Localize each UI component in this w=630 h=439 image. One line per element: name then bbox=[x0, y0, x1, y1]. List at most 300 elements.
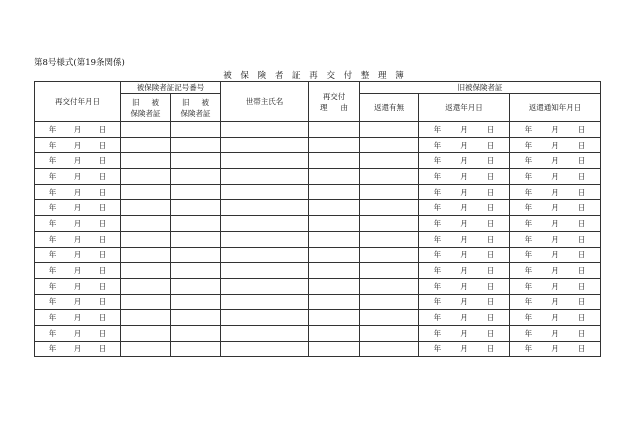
day-label: 日 bbox=[486, 140, 495, 150]
day-label: 日 bbox=[98, 344, 107, 354]
cell-householder-name bbox=[221, 169, 309, 185]
month-label: 月 bbox=[73, 234, 82, 244]
year-label: 年 bbox=[48, 203, 57, 213]
month-label: 月 bbox=[551, 234, 559, 244]
month-label: 月 bbox=[73, 124, 82, 134]
month-label: 月 bbox=[551, 156, 559, 166]
year-label: 年 bbox=[524, 328, 533, 338]
return-date-parts bbox=[419, 249, 509, 260]
day-label: 日 bbox=[486, 234, 495, 244]
month-label: 月 bbox=[73, 203, 82, 213]
cell-returned bbox=[360, 153, 419, 169]
cell-return-notice-date bbox=[510, 184, 601, 200]
month-label: 月 bbox=[73, 266, 82, 276]
return-notice-date-parts bbox=[510, 171, 600, 182]
year-label: 年 bbox=[433, 187, 442, 197]
cell-returned bbox=[360, 231, 419, 247]
return-notice-date-parts bbox=[510, 218, 600, 229]
day-label: 日 bbox=[98, 328, 107, 338]
month-label: 月 bbox=[73, 171, 82, 181]
cell-householder-name bbox=[221, 294, 309, 310]
cell-returned bbox=[360, 122, 419, 138]
ledger-row bbox=[35, 137, 601, 153]
cell-old-cert-number bbox=[121, 231, 171, 247]
header-old-cert-group: 旧被保険者証 bbox=[360, 82, 601, 94]
month-label: 月 bbox=[551, 281, 559, 291]
return-notice-date-parts bbox=[510, 281, 600, 292]
cell-householder-name bbox=[221, 263, 309, 279]
cell-returned bbox=[360, 169, 419, 185]
reissue-date-parts bbox=[35, 328, 120, 339]
month-label: 月 bbox=[460, 344, 468, 354]
cell-returned bbox=[360, 294, 419, 310]
cell-return-date bbox=[419, 294, 510, 310]
month-label: 月 bbox=[73, 344, 82, 354]
month-label: 月 bbox=[551, 266, 559, 276]
year-label: 年 bbox=[524, 266, 533, 276]
month-label: 月 bbox=[73, 313, 82, 323]
day-label: 日 bbox=[486, 266, 495, 276]
day-label: 日 bbox=[486, 344, 495, 354]
cell-new-cert-number bbox=[171, 137, 221, 153]
day-label: 日 bbox=[577, 218, 586, 228]
cell-returned bbox=[360, 137, 419, 153]
year-label: 年 bbox=[48, 187, 57, 197]
month-label: 月 bbox=[460, 328, 468, 338]
new-char-2: 被 bbox=[201, 97, 209, 107]
cell-reissue-date bbox=[35, 325, 121, 341]
cell-reissue-reason bbox=[309, 294, 360, 310]
reissue-date-parts bbox=[35, 140, 120, 151]
return-notice-date-parts bbox=[510, 328, 600, 339]
ledger-row bbox=[35, 231, 601, 247]
return-date-parts bbox=[419, 187, 509, 198]
day-label: 日 bbox=[577, 124, 586, 134]
ledger-row bbox=[35, 247, 601, 263]
cell-return-date bbox=[419, 325, 510, 341]
cell-old-cert-number bbox=[121, 263, 171, 279]
reason-char-1: 理 bbox=[320, 102, 328, 112]
cell-reissue-reason bbox=[309, 310, 360, 326]
cell-reissue-date bbox=[35, 231, 121, 247]
cell-reissue-reason bbox=[309, 325, 360, 341]
month-label: 月 bbox=[460, 140, 468, 150]
cell-return-date bbox=[419, 122, 510, 138]
return-notice-date-parts bbox=[510, 124, 600, 135]
year-label: 年 bbox=[524, 281, 533, 291]
day-label: 日 bbox=[577, 171, 586, 181]
header-new-cert-number bbox=[171, 94, 221, 122]
return-notice-date-parts bbox=[510, 202, 600, 213]
day-label: 日 bbox=[98, 171, 107, 181]
reissue-ledger-table bbox=[34, 81, 601, 357]
reissue-date-parts bbox=[35, 296, 120, 307]
month-label: 月 bbox=[460, 281, 468, 291]
day-label: 日 bbox=[98, 187, 107, 197]
cell-old-cert-number bbox=[121, 216, 171, 232]
month-label: 月 bbox=[460, 234, 468, 244]
cell-returned bbox=[360, 247, 419, 263]
day-label: 日 bbox=[486, 328, 495, 338]
month-label: 月 bbox=[460, 250, 468, 260]
old-cert-label: 保険者証 bbox=[130, 108, 161, 118]
cell-reissue-date bbox=[35, 184, 121, 200]
cell-return-date bbox=[419, 263, 510, 279]
document-title: 被 保 険 者 証 再 交 付 整 理 簿 bbox=[223, 71, 407, 81]
day-label: 日 bbox=[577, 203, 586, 213]
cell-reissue-date bbox=[35, 153, 121, 169]
cell-reissue-reason bbox=[309, 153, 360, 169]
year-label: 年 bbox=[524, 156, 533, 166]
cell-householder-name bbox=[221, 325, 309, 341]
cell-return-notice-date bbox=[510, 247, 601, 263]
day-label: 日 bbox=[486, 281, 495, 291]
header-reissue-date: 再交付年月日 bbox=[35, 82, 121, 122]
cell-return-notice-date bbox=[510, 278, 601, 294]
day-label: 日 bbox=[577, 313, 586, 323]
month-label: 月 bbox=[73, 328, 82, 338]
reason-char-2: 由 bbox=[340, 102, 348, 112]
month-label: 月 bbox=[460, 203, 468, 213]
cell-return-notice-date bbox=[510, 216, 601, 232]
cell-new-cert-number bbox=[171, 341, 221, 357]
cell-returned bbox=[360, 263, 419, 279]
return-date-parts bbox=[419, 234, 509, 245]
year-label: 年 bbox=[524, 171, 533, 181]
cell-returned bbox=[360, 310, 419, 326]
month-label: 月 bbox=[551, 328, 559, 338]
cell-new-cert-number bbox=[171, 216, 221, 232]
cell-new-cert-number bbox=[171, 278, 221, 294]
cell-return-date bbox=[419, 184, 510, 200]
cell-return-date bbox=[419, 137, 510, 153]
month-label: 月 bbox=[460, 297, 468, 307]
year-label: 年 bbox=[524, 313, 533, 323]
year-label: 年 bbox=[433, 124, 442, 134]
cell-householder-name bbox=[221, 310, 309, 326]
cell-return-date bbox=[419, 200, 510, 216]
cell-old-cert-number bbox=[121, 184, 171, 200]
return-notice-date-parts bbox=[510, 265, 600, 276]
cell-reissue-date bbox=[35, 247, 121, 263]
day-label: 日 bbox=[98, 218, 107, 228]
cell-old-cert-number bbox=[121, 137, 171, 153]
reissue-date-parts bbox=[35, 202, 120, 213]
year-label: 年 bbox=[524, 218, 533, 228]
day-label: 日 bbox=[577, 250, 586, 260]
reissue-date-parts bbox=[35, 249, 120, 260]
cell-returned bbox=[360, 341, 419, 357]
cell-new-cert-number bbox=[171, 247, 221, 263]
year-label: 年 bbox=[524, 140, 533, 150]
day-label: 日 bbox=[98, 124, 107, 134]
ledger-row bbox=[35, 325, 601, 341]
cell-return-date bbox=[419, 310, 510, 326]
return-date-parts bbox=[419, 343, 509, 354]
ledger-row bbox=[35, 310, 601, 326]
year-label: 年 bbox=[524, 250, 533, 260]
day-label: 日 bbox=[577, 344, 586, 354]
cell-returned bbox=[360, 278, 419, 294]
ledger-row bbox=[35, 122, 601, 138]
cell-new-cert-number bbox=[171, 122, 221, 138]
reissue-date-parts bbox=[35, 312, 120, 323]
cell-reissue-date bbox=[35, 200, 121, 216]
month-label: 月 bbox=[460, 124, 468, 134]
reason-top-label: 再交付 bbox=[322, 91, 346, 101]
ledger-row bbox=[35, 184, 601, 200]
return-date-parts bbox=[419, 218, 509, 229]
return-notice-date-parts bbox=[510, 187, 600, 198]
reason-bottom-label bbox=[309, 102, 359, 113]
cell-return-notice-date bbox=[510, 294, 601, 310]
cell-householder-name bbox=[221, 137, 309, 153]
return-notice-date-parts bbox=[510, 155, 600, 166]
ledger-row bbox=[35, 153, 601, 169]
day-label: 日 bbox=[486, 187, 495, 197]
old-char-1: 旧 bbox=[132, 97, 140, 107]
cell-reissue-reason bbox=[309, 122, 360, 138]
day-label: 日 bbox=[98, 313, 107, 323]
year-label: 年 bbox=[433, 328, 442, 338]
cell-reissue-date bbox=[35, 294, 121, 310]
cell-return-notice-date bbox=[510, 153, 601, 169]
header-cert-number-group: 被保険者証記号番号 bbox=[121, 82, 221, 94]
day-label: 日 bbox=[577, 140, 586, 150]
cell-householder-name bbox=[221, 216, 309, 232]
return-date-parts bbox=[419, 312, 509, 323]
day-label: 日 bbox=[577, 266, 586, 276]
year-label: 年 bbox=[48, 234, 57, 244]
year-label: 年 bbox=[433, 156, 442, 166]
year-label: 年 bbox=[433, 140, 442, 150]
day-label: 日 bbox=[486, 171, 495, 181]
month-label: 月 bbox=[460, 156, 468, 166]
ledger-row bbox=[35, 278, 601, 294]
cell-new-cert-number bbox=[171, 310, 221, 326]
day-label: 日 bbox=[486, 297, 495, 307]
year-label: 年 bbox=[524, 203, 533, 213]
reissue-date-parts bbox=[35, 343, 120, 354]
reissue-date-parts bbox=[35, 155, 120, 166]
cell-old-cert-number bbox=[121, 169, 171, 185]
day-label: 日 bbox=[577, 234, 586, 244]
year-label: 年 bbox=[524, 124, 533, 134]
cell-return-date bbox=[419, 216, 510, 232]
cell-reissue-reason bbox=[309, 169, 360, 185]
cell-returned bbox=[360, 216, 419, 232]
cell-return-date bbox=[419, 169, 510, 185]
reissue-date-parts bbox=[35, 265, 120, 276]
cell-reissue-date bbox=[35, 216, 121, 232]
year-label: 年 bbox=[48, 344, 57, 354]
return-notice-date-parts bbox=[510, 296, 600, 307]
day-label: 日 bbox=[577, 281, 586, 291]
year-label: 年 bbox=[433, 218, 442, 228]
day-label: 日 bbox=[98, 203, 107, 213]
reissue-date-parts bbox=[35, 234, 120, 245]
day-label: 日 bbox=[98, 156, 107, 166]
header-return-date: 返還年月日 bbox=[419, 94, 510, 122]
month-label: 月 bbox=[551, 218, 559, 228]
month-label: 月 bbox=[73, 187, 82, 197]
month-label: 月 bbox=[73, 281, 82, 291]
return-notice-date-parts bbox=[510, 234, 600, 245]
month-label: 月 bbox=[73, 218, 82, 228]
year-label: 年 bbox=[433, 297, 442, 307]
year-label: 年 bbox=[48, 313, 57, 323]
ledger-row bbox=[35, 169, 601, 185]
cell-returned bbox=[360, 200, 419, 216]
cell-reissue-reason bbox=[309, 247, 360, 263]
reissue-date-parts bbox=[35, 187, 120, 198]
month-label: 月 bbox=[551, 250, 559, 260]
month-label: 月 bbox=[460, 187, 468, 197]
cell-returned bbox=[360, 184, 419, 200]
year-label: 年 bbox=[48, 297, 57, 307]
cell-old-cert-number bbox=[121, 122, 171, 138]
return-notice-date-parts bbox=[510, 312, 600, 323]
return-date-parts bbox=[419, 328, 509, 339]
return-date-parts bbox=[419, 171, 509, 182]
cell-old-cert-number bbox=[121, 325, 171, 341]
day-label: 日 bbox=[486, 313, 495, 323]
return-date-parts bbox=[419, 140, 509, 151]
return-date-parts bbox=[419, 296, 509, 307]
cell-new-cert-number bbox=[171, 169, 221, 185]
year-label: 年 bbox=[433, 203, 442, 213]
year-label: 年 bbox=[48, 124, 57, 134]
cell-return-date bbox=[419, 341, 510, 357]
year-label: 年 bbox=[433, 266, 442, 276]
day-label: 日 bbox=[98, 281, 107, 291]
cell-return-notice-date bbox=[510, 137, 601, 153]
cell-reissue-reason bbox=[309, 278, 360, 294]
cell-return-notice-date bbox=[510, 122, 601, 138]
cell-reissue-reason bbox=[309, 184, 360, 200]
month-label: 月 bbox=[73, 156, 82, 166]
cell-reissue-date bbox=[35, 263, 121, 279]
return-date-parts bbox=[419, 202, 509, 213]
cell-return-date bbox=[419, 153, 510, 169]
cell-reissue-reason bbox=[309, 137, 360, 153]
reissue-date-parts bbox=[35, 124, 120, 135]
month-label: 月 bbox=[551, 297, 559, 307]
return-notice-date-parts bbox=[510, 249, 600, 260]
cell-return-notice-date bbox=[510, 310, 601, 326]
year-label: 年 bbox=[48, 140, 57, 150]
cell-reissue-reason bbox=[309, 231, 360, 247]
header-reissue-reason bbox=[309, 82, 360, 122]
cell-reissue-date bbox=[35, 137, 121, 153]
cell-householder-name bbox=[221, 184, 309, 200]
cell-new-cert-number bbox=[171, 200, 221, 216]
cell-new-cert-number bbox=[171, 294, 221, 310]
header-return-notice-date: 返還通知年月日 bbox=[510, 94, 601, 122]
cell-reissue-date bbox=[35, 341, 121, 357]
day-label: 日 bbox=[577, 187, 586, 197]
cell-return-notice-date bbox=[510, 169, 601, 185]
month-label: 月 bbox=[551, 203, 559, 213]
ledger-row bbox=[35, 341, 601, 357]
cell-householder-name bbox=[221, 247, 309, 263]
year-label: 年 bbox=[433, 281, 442, 291]
day-label: 日 bbox=[486, 124, 495, 134]
month-label: 月 bbox=[551, 187, 559, 197]
year-label: 年 bbox=[48, 171, 57, 181]
cell-reissue-date bbox=[35, 278, 121, 294]
month-label: 月 bbox=[551, 140, 559, 150]
cell-old-cert-number bbox=[121, 153, 171, 169]
year-label: 年 bbox=[433, 171, 442, 181]
year-label: 年 bbox=[48, 218, 57, 228]
cell-new-cert-number bbox=[171, 184, 221, 200]
year-label: 年 bbox=[524, 234, 533, 244]
cell-return-notice-date bbox=[510, 325, 601, 341]
day-label: 日 bbox=[577, 156, 586, 166]
cell-return-notice-date bbox=[510, 263, 601, 279]
cell-new-cert-number bbox=[171, 325, 221, 341]
ledger-row bbox=[35, 216, 601, 232]
new-char-1: 旧 bbox=[182, 97, 190, 107]
year-label: 年 bbox=[433, 313, 442, 323]
day-label: 日 bbox=[98, 250, 107, 260]
cell-old-cert-number bbox=[121, 247, 171, 263]
reissue-date-parts bbox=[35, 218, 120, 229]
year-label: 年 bbox=[433, 234, 442, 244]
month-label: 月 bbox=[73, 250, 82, 260]
month-label: 月 bbox=[460, 218, 468, 228]
month-label: 月 bbox=[73, 140, 82, 150]
header-old-cert-number bbox=[121, 94, 171, 122]
cell-householder-name bbox=[221, 200, 309, 216]
day-label: 日 bbox=[486, 218, 495, 228]
header-householder-name: 世帯主氏名 bbox=[221, 82, 309, 122]
cell-return-notice-date bbox=[510, 231, 601, 247]
form-label: 第8号様式(第19条関係) bbox=[34, 58, 125, 68]
header-row-1 bbox=[35, 82, 601, 94]
return-notice-date-parts bbox=[510, 140, 600, 151]
day-label: 日 bbox=[486, 203, 495, 213]
month-label: 月 bbox=[551, 313, 559, 323]
cell-reissue-reason bbox=[309, 341, 360, 357]
month-label: 月 bbox=[551, 344, 559, 354]
month-label: 月 bbox=[73, 297, 82, 307]
cell-reissue-date bbox=[35, 310, 121, 326]
day-label: 日 bbox=[98, 297, 107, 307]
month-label: 月 bbox=[551, 124, 559, 134]
day-label: 日 bbox=[486, 156, 495, 166]
return-date-parts bbox=[419, 124, 509, 135]
year-label: 年 bbox=[48, 250, 57, 260]
old-char-2: 被 bbox=[151, 97, 159, 107]
cell-householder-name bbox=[221, 231, 309, 247]
return-date-parts bbox=[419, 155, 509, 166]
ledger-row bbox=[35, 294, 601, 310]
header-returned: 返還有無 bbox=[360, 94, 419, 122]
cell-new-cert-number bbox=[171, 263, 221, 279]
cell-householder-name bbox=[221, 278, 309, 294]
month-label: 月 bbox=[460, 266, 468, 276]
return-date-parts bbox=[419, 281, 509, 292]
cell-old-cert-number bbox=[121, 278, 171, 294]
year-label: 年 bbox=[433, 250, 442, 260]
cell-reissue-date bbox=[35, 169, 121, 185]
day-label: 日 bbox=[486, 250, 495, 260]
cell-householder-name bbox=[221, 122, 309, 138]
cell-return-date bbox=[419, 278, 510, 294]
ledger-row bbox=[35, 200, 601, 216]
